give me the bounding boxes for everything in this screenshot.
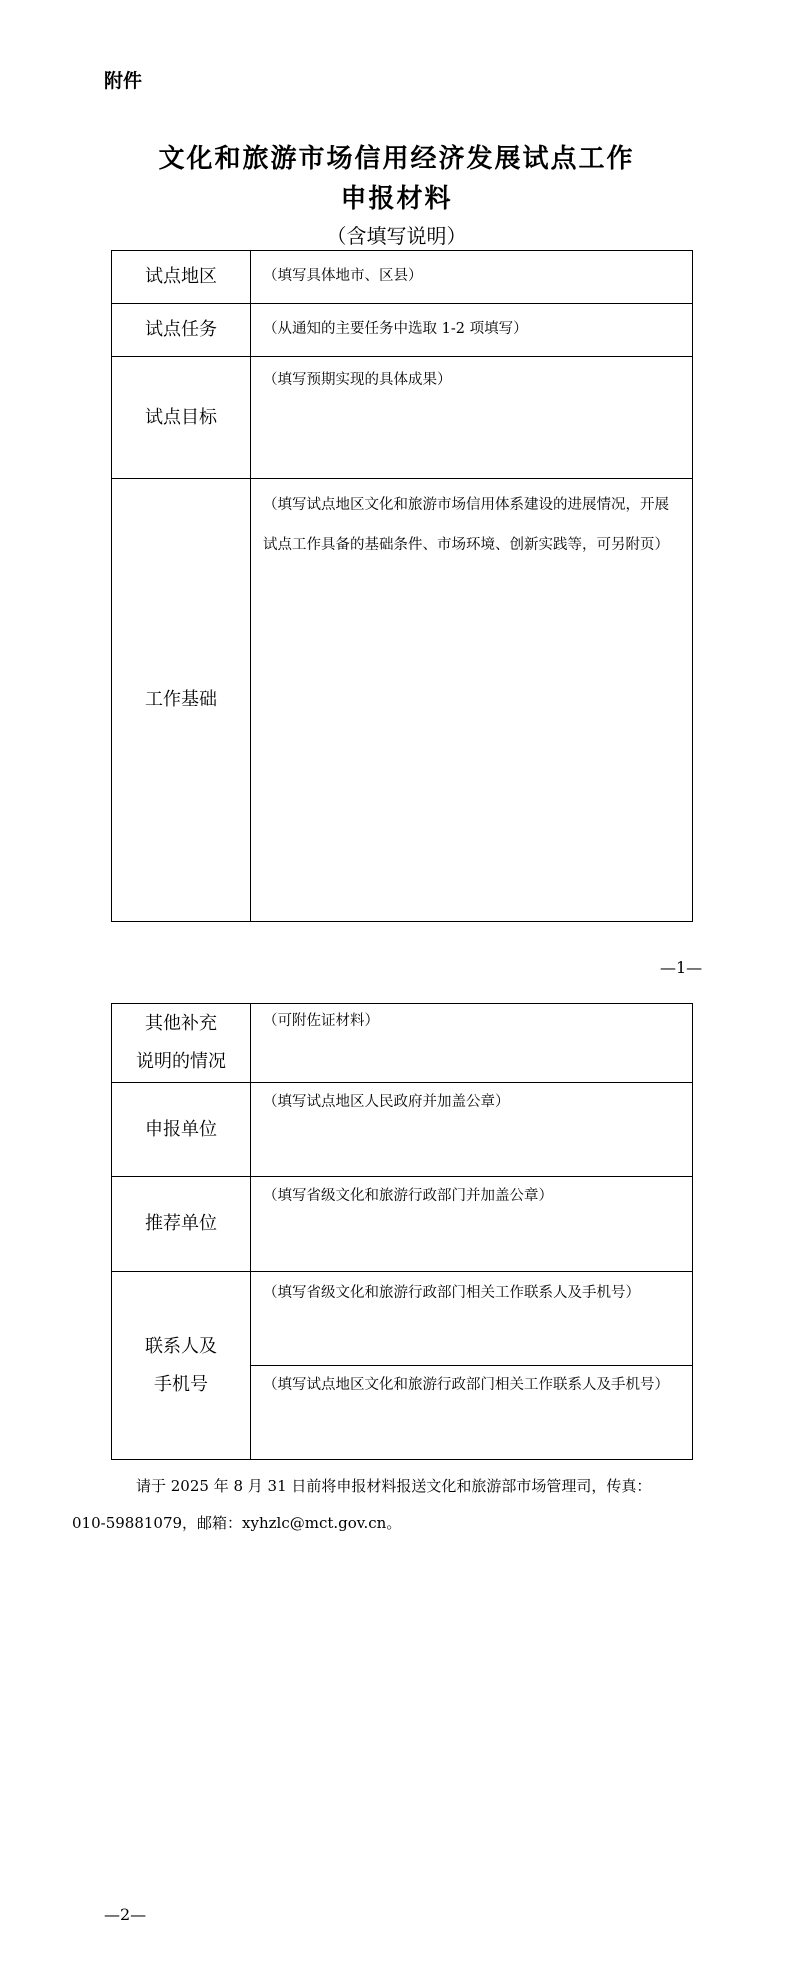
label-pilot-task: 试点任务: [112, 304, 251, 357]
table-row-work-foundation: [112, 479, 693, 922]
label-pilot-area: 试点地区: [112, 251, 251, 304]
label-pilot-goal: 试点目标: [112, 357, 251, 479]
label-contact-line1: 联系人及: [145, 1335, 217, 1357]
field-pilot-task[interactable]: （从通知的主要任务中选取 1-2 项填写）: [251, 304, 693, 357]
application-form-table-1: [111, 250, 693, 922]
document-title-line2: 申报材料: [340, 184, 453, 214]
label-recommending-unit: 推荐单位: [112, 1177, 251, 1272]
field-contact-provincial[interactable]: （填写省级文化和旅游行政部门相关工作联系人及手机号）: [251, 1272, 693, 1366]
table-row-pilot-goal: [112, 357, 693, 479]
field-applicant-unit[interactable]: （填写试点地区人民政府并加盖公章）: [251, 1083, 693, 1177]
field-recommending-unit[interactable]: （填写省级文化和旅游行政部门并加盖公章）: [251, 1177, 693, 1272]
document-subtitle: （含填写说明）: [326, 224, 467, 248]
label-other-info-line2: 说明的情况: [136, 1051, 226, 1072]
table-row-contact-a: [112, 1272, 693, 1366]
field-work-foundation[interactable]: （填写试点地区文化和旅游市场信用体系建设的进展情况，开展试点工作具备的基础条件、市场环境、创新实践等，可另附页）: [251, 479, 693, 922]
table-row-pilot-task: [112, 304, 693, 357]
application-form-table-2: [111, 1003, 693, 1460]
field-contact-local[interactable]: （填写试点地区文化和旅游行政部门相关工作联系人及手机号）: [251, 1366, 693, 1460]
page-number-1: —1—: [660, 958, 703, 977]
label-other-info: [112, 1004, 251, 1083]
document-title-line1: 文化和旅游市场信用经济发展试点工作: [158, 144, 635, 174]
table-row-pilot-area: [112, 251, 693, 304]
label-contact-line2: 手机号: [154, 1373, 208, 1395]
label-other-info-line1: 其他补充: [145, 1013, 217, 1034]
table-row-recommending-unit: [112, 1177, 693, 1272]
label-contact: [112, 1272, 251, 1460]
attachment-label: 附件: [104, 70, 143, 92]
table-row-other-info: [112, 1004, 693, 1083]
submission-note-line2: 010-59881079，邮箱：xyhzlc@mct.gov.cn。: [72, 1514, 402, 1532]
submission-note: [72, 1468, 694, 1542]
field-pilot-area[interactable]: （填写具体地市、区县）: [251, 251, 693, 304]
page-number-2: —2—: [104, 1905, 147, 1924]
field-other-info[interactable]: （可附佐证材料）: [251, 1004, 693, 1083]
field-pilot-goal[interactable]: （填写预期实现的具体成果）: [251, 357, 693, 479]
label-applicant-unit: 申报单位: [112, 1083, 251, 1177]
label-work-foundation: 工作基础: [112, 479, 251, 922]
submission-note-line1: 请于 2025 年 8 月 31 日前将申报材料报送文化和旅游部市场管理司，传真：: [136, 1477, 652, 1495]
table-row-applicant-unit: [112, 1083, 693, 1177]
